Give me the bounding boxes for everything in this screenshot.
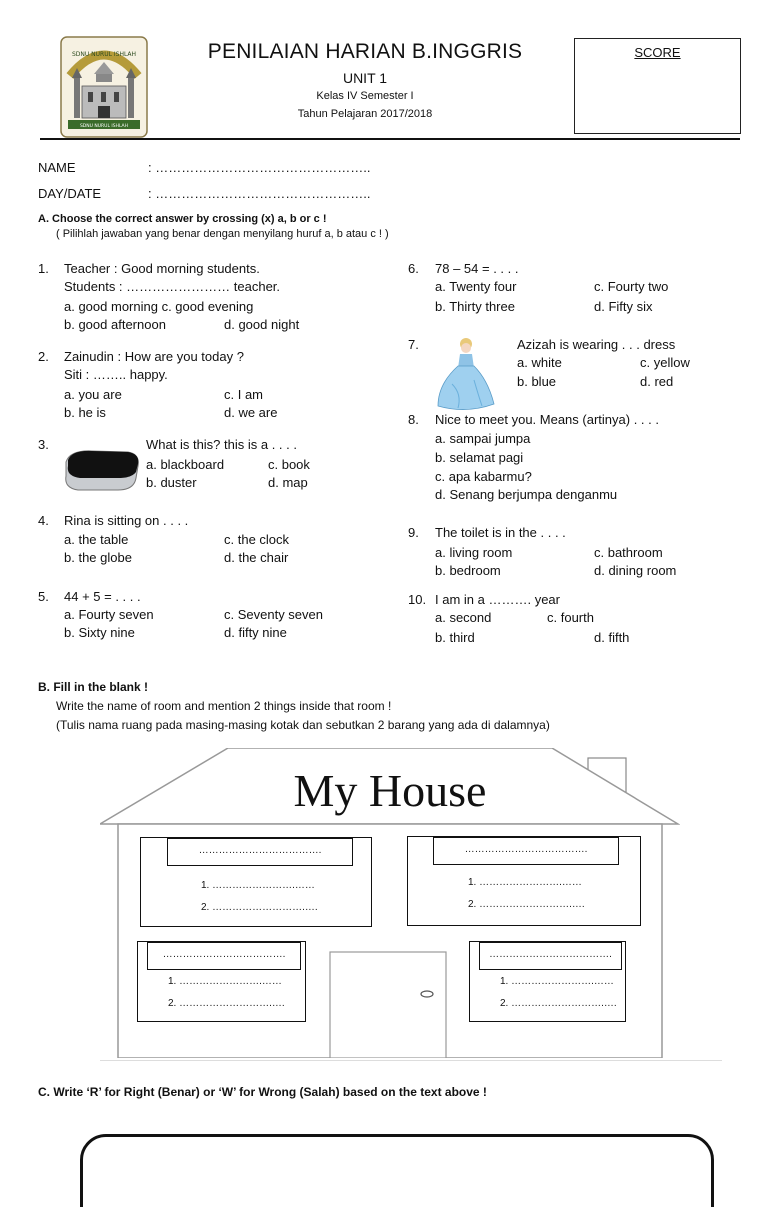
room-box-top-left[interactable] bbox=[140, 837, 372, 927]
option-6b[interactable]: b. Thirty three bbox=[435, 299, 515, 314]
question-10: 10. I am in a ………. year a. second c. fourth b. third d. fifth bbox=[408, 591, 748, 651]
option-6c[interactable]: c. Fourty two bbox=[594, 279, 669, 294]
option-10a[interactable]: a. second bbox=[435, 610, 492, 625]
option-10c[interactable]: c. fourth bbox=[547, 610, 594, 625]
option-1b[interactable]: b. good afternoon bbox=[64, 317, 166, 332]
section-b-title: B. Fill in the blank ! bbox=[38, 680, 149, 694]
room-box-bottom-left[interactable] bbox=[137, 941, 306, 1022]
section-divider bbox=[100, 1060, 722, 1061]
room-name-blank[interactable]: ………………………………. bbox=[479, 942, 622, 970]
room-item-1[interactable]: 1. …………………….…… bbox=[201, 880, 315, 891]
option-8d[interactable]: d. Senang berjumpa denganmu bbox=[435, 487, 618, 502]
option-10b[interactable]: b. third bbox=[435, 630, 475, 645]
year-label: Tahun Pelajaran 2017/2018 bbox=[297, 108, 433, 120]
option-3b[interactable]: b. duster bbox=[146, 475, 197, 490]
score-box[interactable] bbox=[574, 38, 741, 134]
text-box bbox=[80, 1134, 714, 1207]
svg-text:SDNU NURUL ISHLAH: SDNU NURUL ISHLAH bbox=[79, 124, 129, 129]
option-9b[interactable]: b. bedroom bbox=[435, 563, 501, 578]
room-item-2[interactable]: 2. ……………………….…. bbox=[468, 899, 585, 910]
option-7c[interactable]: c. yellow bbox=[640, 355, 690, 370]
room-box-bottom-right[interactable] bbox=[469, 941, 626, 1022]
option-2d[interactable]: d. we are bbox=[224, 405, 278, 420]
room-item-2[interactable]: 2. ……………………….…. bbox=[168, 998, 285, 1009]
section-b-instruction-id: (Tulis nama ruang pada masing-masing kotak dan sebutkan 2 barang yang ada di dalamnya) bbox=[56, 718, 550, 732]
option-9d[interactable]: d. dining room bbox=[594, 563, 677, 578]
question-5: 5. 44 + 5 = . . . . a. Fourty seven c. Seventy seven b. Sixty nine d. fifty nine bbox=[38, 588, 378, 648]
room-item-2[interactable]: 2. ……………………….…. bbox=[201, 902, 318, 913]
option-10d[interactable]: d. fifth bbox=[594, 630, 630, 645]
question-4: 4. Rina is sitting on . . . . a. the table c. the clock b. the globe d. the chair bbox=[38, 512, 378, 572]
option-9c[interactable]: c. bathroom bbox=[594, 545, 663, 560]
option-4a[interactable]: a. the table bbox=[64, 532, 129, 547]
option-6d[interactable]: d. Fifty six bbox=[594, 299, 653, 314]
option-6a[interactable]: a. Twenty four bbox=[435, 279, 517, 294]
section-a-subtitle: ( Pilihlah jawaban yang benar dengan menyilang huruf a, b atau c ! ) bbox=[56, 228, 389, 240]
page-title: PENILAIAN HARIAN B.INGGRIS bbox=[207, 40, 523, 63]
option-2a[interactable]: a. you are bbox=[64, 387, 122, 402]
room-name-blank[interactable]: ………………………………. bbox=[167, 838, 353, 866]
score-label: SCORE bbox=[634, 45, 681, 60]
room-name-blank[interactable]: ………………………………. bbox=[433, 837, 619, 865]
room-name-blank[interactable]: ………………………………. bbox=[147, 942, 301, 970]
name-field[interactable] bbox=[38, 160, 438, 178]
option-4d[interactable]: d. the chair bbox=[224, 550, 289, 565]
house-title: My House bbox=[293, 765, 487, 816]
option-8a[interactable]: a. sampai jumpa bbox=[435, 431, 531, 446]
section-c-title: C. Write ‘R’ for Right (Benar) or ‘W’ for Wrong (Salah) based on the text above ! bbox=[38, 1085, 487, 1099]
option-9a[interactable]: a. living room bbox=[435, 545, 513, 560]
question-9: 9. The toilet is in the . . . . a. living room c. bathroom b. bedroom d. dining room bbox=[408, 524, 748, 584]
option-7b[interactable]: b. blue bbox=[517, 374, 557, 389]
option-2c[interactable]: c. I am bbox=[224, 387, 264, 402]
option-7d[interactable]: d. red bbox=[640, 374, 674, 389]
date-blank: : ………………………………………….. bbox=[148, 186, 371, 201]
question-6: 6. 78 – 54 = . . . . a. Twenty four c. Fourty two b. Thirty three d. Fifty six bbox=[408, 260, 748, 320]
question-1: 1. Teacher : Good morning students. Students : …………………… teacher. a. good morning c. good evening b. good afternoon d. good night bbox=[38, 260, 378, 340]
option-5b[interactable]: b. Sixty nine bbox=[64, 625, 135, 640]
room-item-1[interactable]: 1. …………………….…… bbox=[168, 976, 282, 987]
option-3d[interactable]: d. map bbox=[268, 475, 308, 490]
question-3: 3. What is this? this is a . . . . a. blackboard c. book b. duster d. map bbox=[38, 436, 378, 496]
option-3c[interactable]: c. book bbox=[268, 457, 310, 472]
date-field[interactable] bbox=[38, 186, 438, 204]
option-5a[interactable]: a. Fourty seven bbox=[64, 607, 154, 622]
option-1a-1c[interactable]: a. good morning c. good evening bbox=[64, 299, 254, 314]
room-box-top-right[interactable] bbox=[407, 836, 641, 926]
option-3a[interactable]: a. blackboard bbox=[146, 457, 225, 472]
option-4b[interactable]: b. the globe bbox=[64, 550, 132, 565]
class-label: Kelas IV Semester I bbox=[316, 90, 414, 102]
option-5d[interactable]: d. fifty nine bbox=[224, 625, 287, 640]
option-4c[interactable]: c. the clock bbox=[224, 532, 290, 547]
option-1d[interactable]: d. good night bbox=[224, 317, 300, 332]
option-7a[interactable]: a. white bbox=[517, 355, 562, 370]
option-8c[interactable]: c. apa kabarmu? bbox=[435, 469, 532, 484]
name-blank: : ………………………………………….. bbox=[148, 160, 371, 175]
option-8b[interactable]: b. selamat pagi bbox=[435, 450, 524, 465]
date-label: DAY/DATE bbox=[38, 186, 102, 201]
question-2: 2. Zainudin : How are you today ? Siti : …….. happy. a. you are c. I am b. he is d. we are bbox=[38, 348, 378, 428]
name-label: NAME bbox=[38, 160, 76, 175]
house-diagram bbox=[100, 748, 680, 1058]
svg-text:SDNU NURUL ISHLAH: SDNU NURUL ISHLAH bbox=[71, 51, 137, 58]
section-b-instruction: Write the name of room and mention 2 things inside that room ! bbox=[56, 699, 392, 713]
room-item-2[interactable]: 2. ……………………….…. bbox=[500, 998, 617, 1009]
school-logo bbox=[60, 36, 148, 138]
room-item-1[interactable]: 1. …………………….…… bbox=[500, 976, 614, 987]
header-divider bbox=[40, 138, 740, 140]
question-7: 7. Azizah is wearing . . . dress a. white c. yellow b. blue d. red bbox=[408, 336, 748, 396]
option-5c[interactable]: c. Seventy seven bbox=[224, 607, 323, 622]
room-item-1[interactable]: 1. …………………….…… bbox=[468, 877, 582, 888]
option-2b[interactable]: b. he is bbox=[64, 405, 106, 420]
section-a-title: A. Choose the correct answer by crossing (x) a, b or c ! bbox=[38, 213, 327, 225]
question-8: 8. Nice to meet you. Means (artinya) . . . . a. sampai jumpa b. selamat pagi c. apa kabarmu? d. Senang berjumpa denganmu bbox=[408, 411, 748, 501]
unit-label: UNIT 1 bbox=[342, 70, 388, 86]
